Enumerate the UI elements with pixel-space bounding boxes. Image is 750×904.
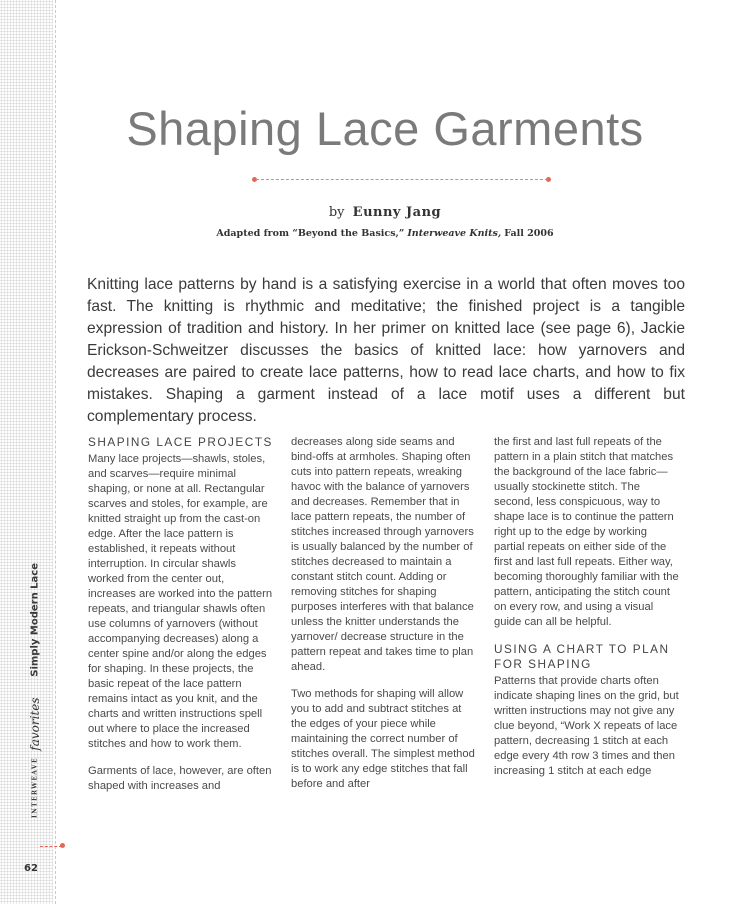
body-paragraph: the first and last full repeats of the pattern in a plain stitch that matches the background of the lace fabric—usually stockinette stitch. The second, less conspicuous, way to shape lace is to continue the pattern right up to the edge by working partial repeats on either side of the first and last full repeats. Either way, becoming thoroughly familiar with the pattern, anticipating the stitch count on every row, and using a visual guide can all be helpful. <box>494 436 679 628</box>
running-head <box>28 563 42 818</box>
byline-by: by <box>328 205 345 220</box>
brand-favorites: favorites <box>28 697 42 751</box>
folio-dot <box>60 843 65 848</box>
sidebar-divider <box>55 0 56 904</box>
source-issue: Fall 2006 <box>504 228 554 239</box>
body-paragraph: Garments of lace, however, are often shaped with increases and <box>88 765 272 792</box>
body-paragraph: Patterns that provide charts often indicate shaping lines on the grid, but written instructions may not give any clue beyond, “Work X repeats of lace pattern, decreasing 1 stitch at each edge every 4th row 3 times and then increasing 1 stitch at each edge <box>494 675 679 777</box>
body-column-1 <box>88 435 274 806</box>
page-number: 62 <box>24 863 38 874</box>
folio-rule <box>40 846 62 847</box>
source-prefix: Adapted from “Beyond the Basics,” <box>216 228 405 239</box>
title-divider <box>256 179 548 180</box>
author-name: Eunny Jang <box>352 205 442 220</box>
body-column-3 <box>494 435 680 791</box>
source-credit <box>90 228 680 239</box>
article-title: Shaping Lace Garments <box>126 102 644 155</box>
section-heading-shaping: SHAPING LACE PROJECTS <box>88 435 273 449</box>
source-publication: Interweave Knits, <box>407 228 502 239</box>
body-paragraph: decreases along side seams and bind-offs at armholes. Shaping often cuts into pattern repeats, wreaking havoc with the balance of yarnovers and decreases. Remember that in lace pattern repeats, the number of stitches increased through yarnovers is usually balanced by the number of stitches decreased to maintain a constant stitch count. Adding or removing stitches for shaping purposes interferes with that balance unless the knitter understands the yarnover/ decrease structure in the pattern repeat and takes time to plan ahead. <box>291 436 474 673</box>
book-title: Simply Modern Lace <box>29 562 41 677</box>
body-column-2 <box>291 435 477 804</box>
byline <box>90 205 680 220</box>
sidebar-texture <box>0 0 53 904</box>
title-rule-dot-right <box>546 177 551 182</box>
body-paragraph: Two methods for shaping will allow you to add and subtract stitches at the edges of your piece while maintaining the correct number of stitches overall. The simplest method is to work any edge stitches that fall before and after <box>291 688 475 790</box>
section-heading-chart: USING A CHART TO PLAN FOR SHAPING <box>494 642 670 671</box>
body-paragraph: Many lace projects—shawls, stoles, and scarves—require minimal shaping, or none at all. Rectangular scarves and stoles, for example, are knitted straight up from the cast-on edge. After the lace pattern is established, it repeats without interruption. In circular shawls worked from the center out, increases are worked into the pattern repeats, and triangular shawls often use columns of yarnovers (without accompanying decreases) along a center spine and/or along the edges for shaping. In these projects, the basic repeat of the lace pattern remains intact as you knit, and the charts and written instructions spell out where to place the increased stitches and how to work them. <box>88 453 273 750</box>
intro-paragraph: Knitting lace patterns by hand is a satisfying exercise in a world that often moves too fast. The knitting is rhythmic and meditative; the finished project is a tangible expression of tradition and history. In her primer on knitted lace (see page 6), Jackie Erickson-Schweitzer discusses the basics of knitted lace: how yarnovers and decreases are paired to create lace patterns, how to read lace charts, and how to fix mistakes. Shaping a garment instead of a lace motif uses a different but complementary process. <box>87 276 685 425</box>
brand-name: INTERWEAVE <box>31 757 39 818</box>
